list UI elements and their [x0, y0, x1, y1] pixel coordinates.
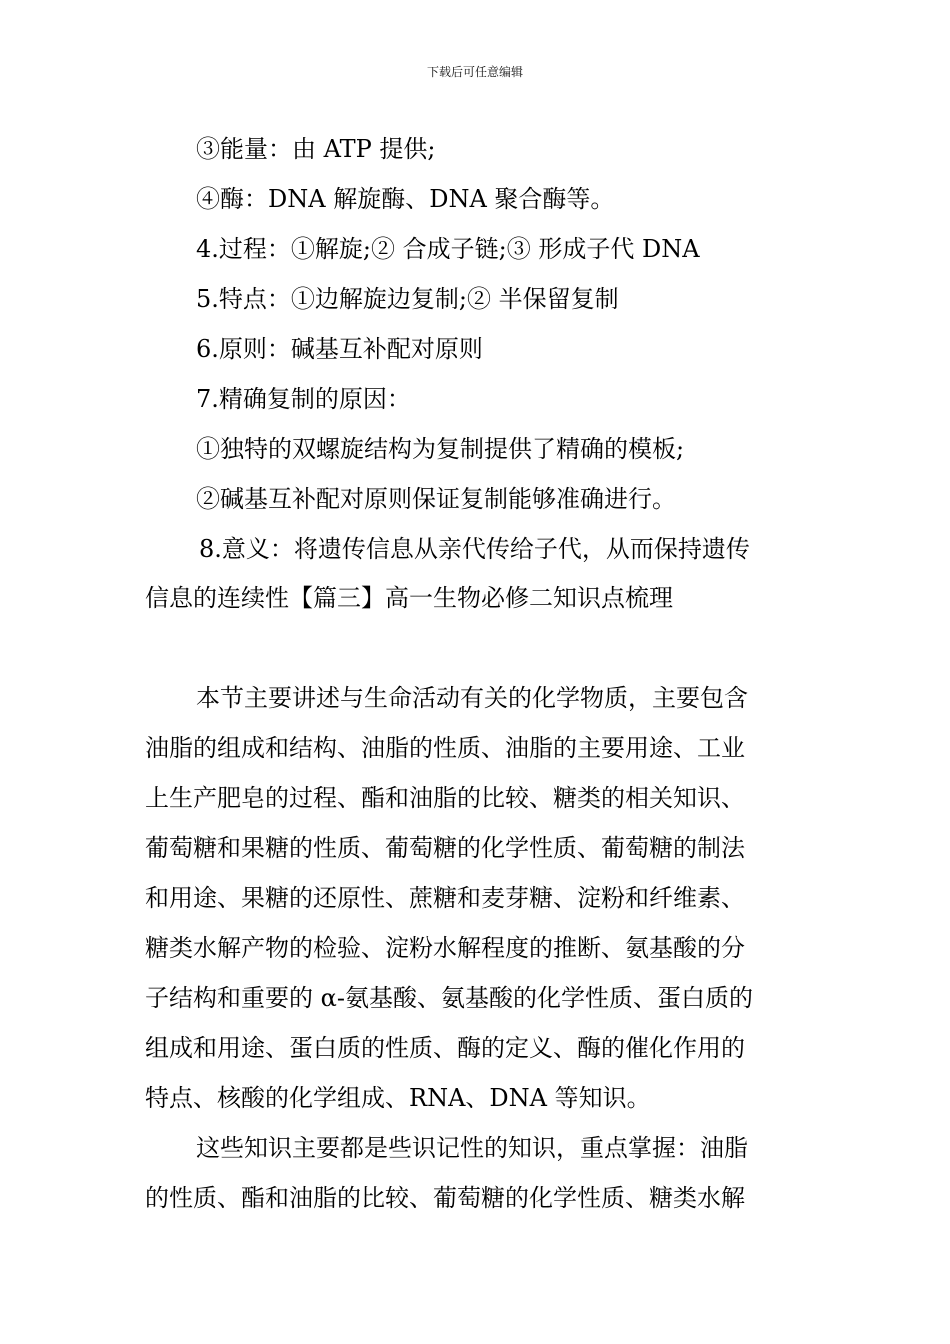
paragraph-1-line-5: 和用途、果糖的还原性、蔗糖和麦芽糖、淀粉和纤维素、 — [145, 884, 745, 912]
paragraph-1-line-8: 组成和用途、蛋白质的性质、酶的定义、酶的催化作用的 — [145, 1034, 745, 1062]
text-line-energy: ③能量：由 ATP 提供; — [196, 135, 436, 163]
text-line-reason-2: ②碱基互补配对原则保证复制能够准确进行。 — [196, 485, 676, 513]
text-line-principle: 6.原则：碱基互补配对原则 — [196, 335, 483, 363]
paragraph-1-line-1: 本节主要讲述与生命活动有关的化学物质，主要包含 — [196, 684, 748, 712]
text-line-features: 5.特点：①边解旋边复制;② 半保留复制 — [196, 285, 619, 313]
text-line-process: 4.过程：①解旋;② 合成子链;③ 形成子代 DNA — [196, 235, 700, 263]
paragraph-1-line-4: 葡萄糖和果糖的性质、葡萄糖的化学性质、葡萄糖的制法 — [145, 834, 745, 862]
text-line-significance-cont: 信息的连续性【篇三】高一生物必修二知识点梳理 — [145, 584, 673, 612]
paragraph-1-line-3: 上生产肥皂的过程、酯和油脂的比较、糖类的相关知识、 — [145, 784, 745, 812]
page-header: 下载后可任意编辑 — [426, 65, 523, 79]
paragraph-2-line-1: 这些知识主要都是些识记性的知识，重点掌握：油脂 — [196, 1134, 748, 1162]
paragraph-2-line-2: 的性质、酯和油脂的比较、葡萄糖的化学性质、糖类水解 — [145, 1184, 745, 1212]
text-line-significance: 8.意义：将遗传信息从亲代传给子代，从而保持遗传 — [199, 535, 750, 563]
paragraph-1-line-6: 糖类水解产物的检验、淀粉水解程度的推断、氨基酸的分 — [145, 934, 745, 962]
paragraph-1-line-9: 特点、核酸的化学组成、RNA、DNA 等知识。 — [145, 1084, 651, 1112]
paragraph-1-line-2: 油脂的组成和结构、油脂的性质、油脂的主要用途、工业 — [145, 734, 745, 762]
text-line-reason-1: ①独特的双螺旋结构为复制提供了精确的模板; — [196, 435, 685, 463]
text-line-enzyme: ④酶：DNA 解旋酶、DNA 聚合酶等。 — [196, 185, 615, 213]
paragraph-1-line-7: 子结构和重要的 α-氨基酸、氨基酸的化学性质、蛋白质的 — [145, 984, 753, 1012]
text-line-accuracy-reason: 7.精确复制的原因： — [196, 385, 411, 413]
